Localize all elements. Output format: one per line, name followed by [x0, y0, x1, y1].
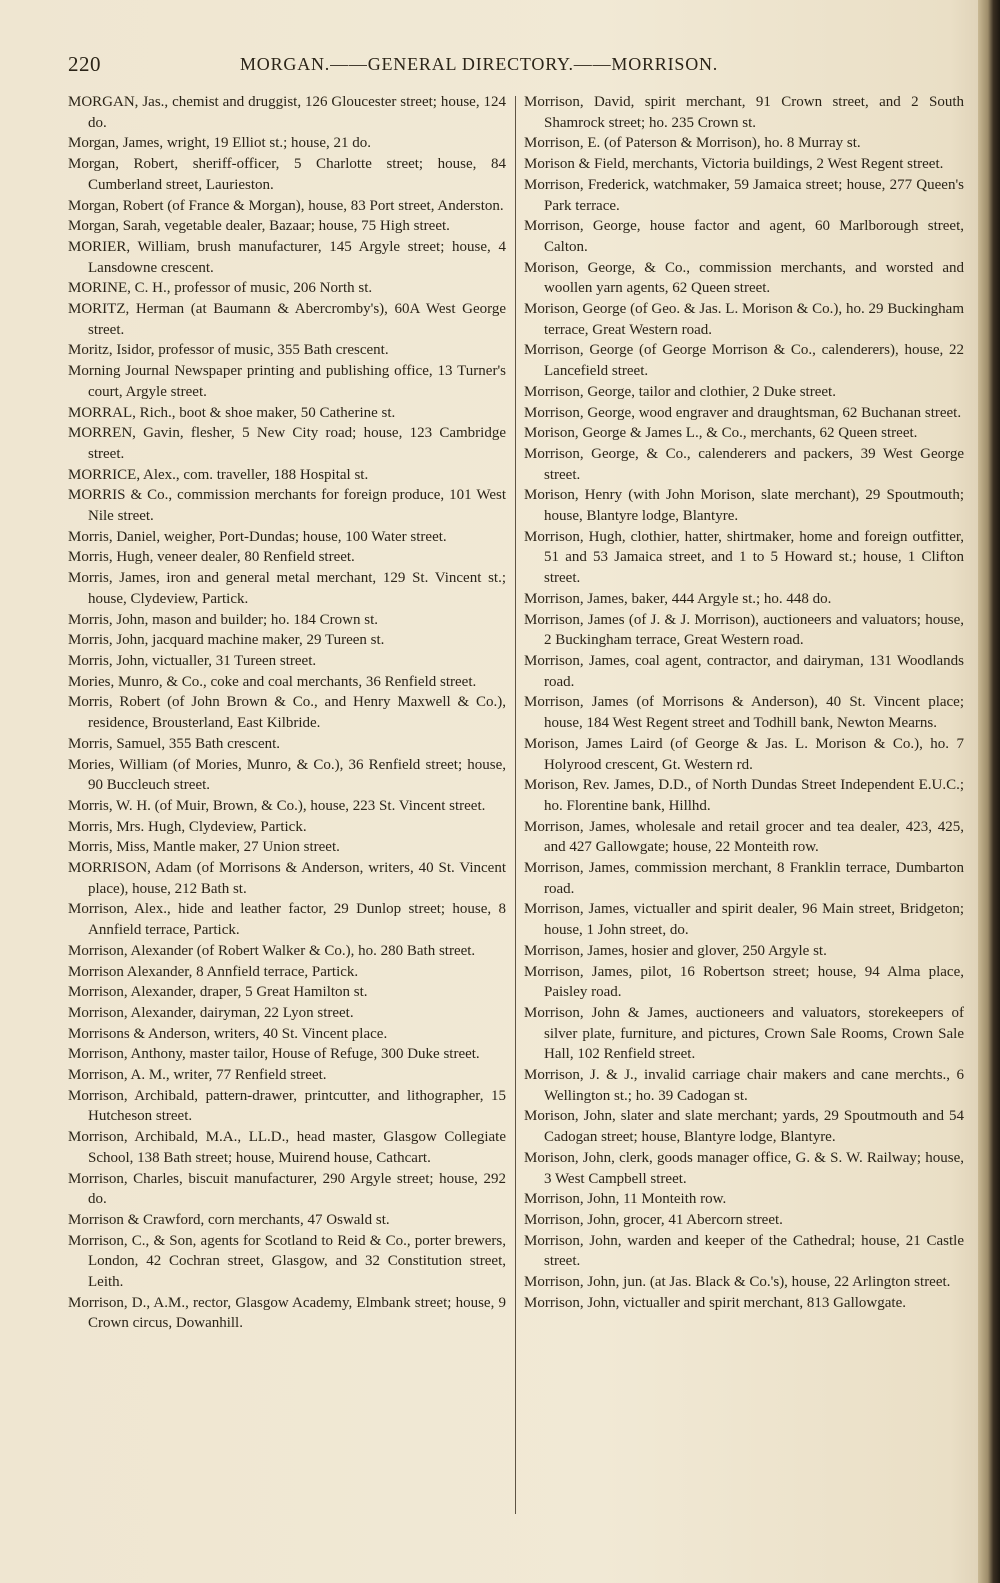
directory-entry: Morrison, A. M., writer, 77 Renfield street. [68, 1067, 327, 1084]
directory-entry: Morison, John, clerk, goods manager office, G. & S. W. Railway; house, 3 West Campbell street. [524, 1149, 964, 1187]
directory-entry: MORRAL, Rich., boot & shoe maker, 50 Catherine st. [68, 404, 396, 421]
directory-entry: Morrison, George, & Co., calenderers and packers, 39 West George street. [524, 445, 964, 483]
directory-entry: Moritz, Isidor, professor of music, 355 Bath crescent. [68, 342, 389, 359]
left-column [68, 92, 506, 1334]
directory-entry: MORITZ, Herman (at Baumann & Abercromby's), 60A West George street. [68, 301, 506, 338]
directory-entry: Morrison, John, 11 Monteith row. [524, 1191, 727, 1208]
directory-entry: MORINE, C. H., professor of music, 206 North st. [68, 280, 373, 297]
directory-entry: Morrison, Hugh, clothier, hatter, shirtmaker, home and foreign outfitter, 51 and 53 Jamaica street, and 1 to 5 Howard st.; house, 1 Clifton street. [524, 528, 964, 587]
directory-entry: Morison, James Laird (of George & Jas. L. Morison & Co.), ho. 7 Holyrood crescent, Gt. Western rd. [524, 735, 964, 773]
directory-entry: MORIER, William, brush manufacturer, 145 Argyle street; house, 4 Lansdowne crescent. [68, 238, 506, 276]
directory-entry: Morrison, Alex., hide and leather factor, 29 Dunlop street; house, 8 Annfield terrace, Partick. [68, 901, 506, 939]
directory-entry: Morrison, E. (of Paterson & Morrison), ho. 8 Murray st. [524, 135, 861, 152]
directory-entry: Morris, John, mason and builder; ho. 184 Crown st. [68, 611, 378, 628]
directory-entry: Morrison, James, coal agent, contractor, and dairyman, 131 Woodlands road. [524, 652, 964, 690]
directory-entry: Morison, Rev. James, D.D., of North Dundas Street Independent E.U.C.; ho. Florentine bank, Hillhd. [524, 777, 964, 814]
page-header [68, 52, 968, 82]
directory-entry: Morison, Henry (with John Morison, slate merchant), 29 Spoutmouth; house, Blantyre lodge, Blantyre. [524, 487, 964, 525]
directory-entry: Morgan, Robert (of France & Morgan), house, 83 Port street, Anderston. [68, 197, 504, 214]
directory-entry: Morrison, James, baker, 444 Argyle st.; ho. 448 do. [524, 590, 832, 607]
running-head: MORGAN.——GENERAL DIRECTORY.——MORRISON. [240, 54, 719, 74]
directory-entry: Morris, Mrs. Hugh, Clydeview, Partick. [68, 818, 307, 835]
directory-entry: Morris, Robert (of John Brown & Co., and Henry Maxwell & Co.), residence, Brousterland, East Kilbride. [68, 694, 506, 732]
directory-entry: Morison, George, & Co., commission merchants, and worsted and woollen yarn agents, 62 Queen street. [524, 259, 964, 297]
directory-entry: Morgan, Sarah, vegetable dealer, Bazaar; house, 75 High street. [68, 218, 450, 235]
directory-entry: Morrison, James, pilot, 16 Robertson street; house, 94 Alma place, Paisley road. [524, 963, 964, 1001]
directory-entry: Morris, Hugh, veneer dealer, 80 Renfield street. [68, 549, 355, 566]
directory-entry: Morrison, John & James, auctioneers and valuators, storekeepers of silver plate, furniture, and pictures, Crown Sale Rooms, Crown Sale Hall, 102 Renfield street. [524, 1004, 964, 1063]
directory-entry: Morrison, John, victualler and spirit merchant, 813 Gallowgate. [524, 1294, 906, 1311]
directory-entry: MORRISON, Adam (of Morrisons & Anderson, writers, 40 St. Vincent place), house, 212 Bath st. [68, 860, 506, 897]
directory-entry: Morrison, John, warden and keeper of the Cathedral; house, 21 Castle street. [524, 1232, 964, 1270]
directory-entry: Mories, William (of Mories, Munro, & Co.), 36 Renfield street; house, 90 Buccleuch street. [68, 756, 506, 794]
directory-entry: Mories, Munro, & Co., coke and coal merchants, 36 Renfield street. [68, 673, 477, 690]
page-number: 220 [68, 52, 101, 76]
column-divider [515, 96, 516, 1514]
directory-entry: MORGAN, Jas., chemist and druggist, 126 Gloucester street; house, 124 do. [68, 94, 506, 131]
directory-entry: Morrison, George (of George Morrison & Co., calenderers), house, 22 Lancefield street. [524, 342, 964, 380]
page-edge-binding [978, 0, 1000, 1583]
directory-entry: Morris, Daniel, weigher, Port-Dundas; house, 100 Water street. [68, 528, 447, 545]
directory-entry: Morrison, James, wholesale and retail grocer and tea dealer, 423, 425, and 427 Gallowgate; house, 22 Monteith row. [524, 818, 964, 856]
directory-entry: Morrison, James (of Morrisons & Anderson), 40 St. Vincent place; house, 184 West Regent street and Todhill bank, Newton Mearns. [524, 694, 964, 732]
directory-entry: Morrison, James, hosier and glover, 250 Argyle st. [524, 942, 827, 959]
directory-entry: Morrison, James, victualler and spirit dealer, 96 Main street, Bridgeton; house, 1 John street, do. [524, 901, 964, 939]
directory-entry: Morrison, Archibald, pattern-drawer, printcutter, and lithographer, 15 Hutcheson street. [68, 1087, 506, 1125]
directory-entry: Morrison, D., A.M., rector, Glasgow Academy, Elmbank street; house, 9 Crown circus, Dowanhill. [68, 1294, 506, 1332]
directory-entry: Morrison Alexander, 8 Annfield terrace, Partick. [68, 963, 359, 980]
directory-entry: Morrison, George, wood engraver and draughtsman, 62 Buchanan street. [524, 404, 962, 421]
directory-entry: Morrison, Alexander (of Robert Walker & Co.), ho. 280 Bath street. [68, 942, 476, 959]
directory-entry: Morris, Miss, Mantle maker, 27 Union street. [68, 839, 340, 856]
directory-entry: Morgan, James, wright, 19 Elliot st.; house, 21 do. [68, 135, 372, 152]
directory-entry: Morris, James, iron and general metal merchant, 129 St. Vincent st.; house, Clydeview, Partick. [68, 570, 506, 607]
directory-entry: Morrison, James, commission merchant, 8 Franklin terrace, Dumbarton road. [524, 860, 964, 897]
directory-entry: Morrison, Anthony, master tailor, House of Refuge, 300 Duke street. [68, 1046, 480, 1063]
directory-entry: Morgan, Robert, sheriff-officer, 5 Charlotte street; house, 84 Cumberland street, Laurieston. [68, 156, 506, 193]
right-column [524, 92, 964, 1313]
directory-entry: Morison, George & James L., & Co., merchants, 62 Queen street. [524, 425, 918, 442]
directory-entry: Morris, John, jacquard machine maker, 29 Tureen st. [68, 632, 385, 649]
directory-entry: Morrison, Alexander, dairyman, 22 Lyon street. [68, 1004, 354, 1021]
directory-entry: Morison, George (of Geo. & Jas. L. Morison & Co.), ho. 29 Buckingham terrace, Great Western road. [524, 301, 964, 338]
directory-entry: Morrison, Alexander, draper, 5 Great Hamilton st. [68, 984, 368, 1001]
directory-entry: MORRICE, Alex., com. traveller, 188 Hospital st. [68, 466, 369, 483]
directory-entry: Morris, John, victualler, 31 Tureen street. [68, 652, 317, 669]
directory-entry: Morrison, Frederick, watchmaker, 59 Jamaica street; house, 277 Queen's Park terrace. [524, 176, 964, 214]
directory-entry: Morrison, George, tailor and clothier, 2 Duke street. [524, 383, 836, 400]
directory-entry: Morison, John, slater and slate merchant; yards, 29 Spoutmouth and 54 Cadogan street; house, Blantyre lodge, Blantyre. [524, 1108, 964, 1146]
directory-entry: Morrison, J. & J., invalid carriage chair makers and cane merchts., 6 Wellington st.; ho. 39 Cadogan st. [524, 1067, 964, 1104]
directory-entry: MORRIS & Co., commission merchants for foreign produce, 101 West Nile street. [68, 487, 506, 525]
directory-entry: Morris, W. H. (of Muir, Brown, & Co.), house, 223 St. Vincent street. [68, 797, 486, 814]
directory-entry: Morrison, John, jun. (at Jas. Black & Co.'s), house, 22 Arlington street. [524, 1274, 951, 1291]
directory-entry: Morrison, John, grocer, 41 Abercorn street. [524, 1211, 783, 1228]
directory-entry: Morrison, James (of J. & J. Morrison), auctioneers and valuators; house, 2 Buckingham terrace, Great Western road. [524, 611, 964, 649]
directory-entry: Morris, Samuel, 355 Bath crescent. [68, 735, 281, 752]
directory-entry: MORREN, Gavin, flesher, 5 New City road; house, 123 Cambridge street. [68, 425, 506, 462]
directory-entry: Morrison, George, house factor and agent, 60 Marlborough street, Calton. [524, 218, 964, 255]
directory-entry: Morrisons & Anderson, writers, 40 St. Vincent place. [68, 1025, 388, 1042]
directory-entry: Morison & Field, merchants, Victoria buildings, 2 West Regent street. [524, 156, 944, 173]
directory-entry: Morrison, Charles, biscuit manufacturer, 290 Argyle street; house, 292 do. [68, 1170, 506, 1208]
directory-entry: Morning Journal Newspaper printing and publishing office, 13 Turner's court, Argyle street. [68, 363, 506, 400]
directory-entry: Morrison & Crawford, corn merchants, 47 Oswald st. [68, 1211, 390, 1228]
directory-entry: Morrison, David, spirit merchant, 91 Crown street, and 2 South Shamrock street; ho. 235 Crown st. [524, 94, 964, 131]
directory-entry: Morrison, C., & Son, agents for Scotland to Reid & Co., porter brewers, London, 42 Cochran street, Glasgow, and 32 Constitution street, Leith. [68, 1232, 506, 1291]
directory-entry: Morrison, Archibald, M.A., LL.D., head master, Glasgow Collegiate School, 138 Bath street; house, Muirend house, Cathcart. [68, 1129, 506, 1166]
